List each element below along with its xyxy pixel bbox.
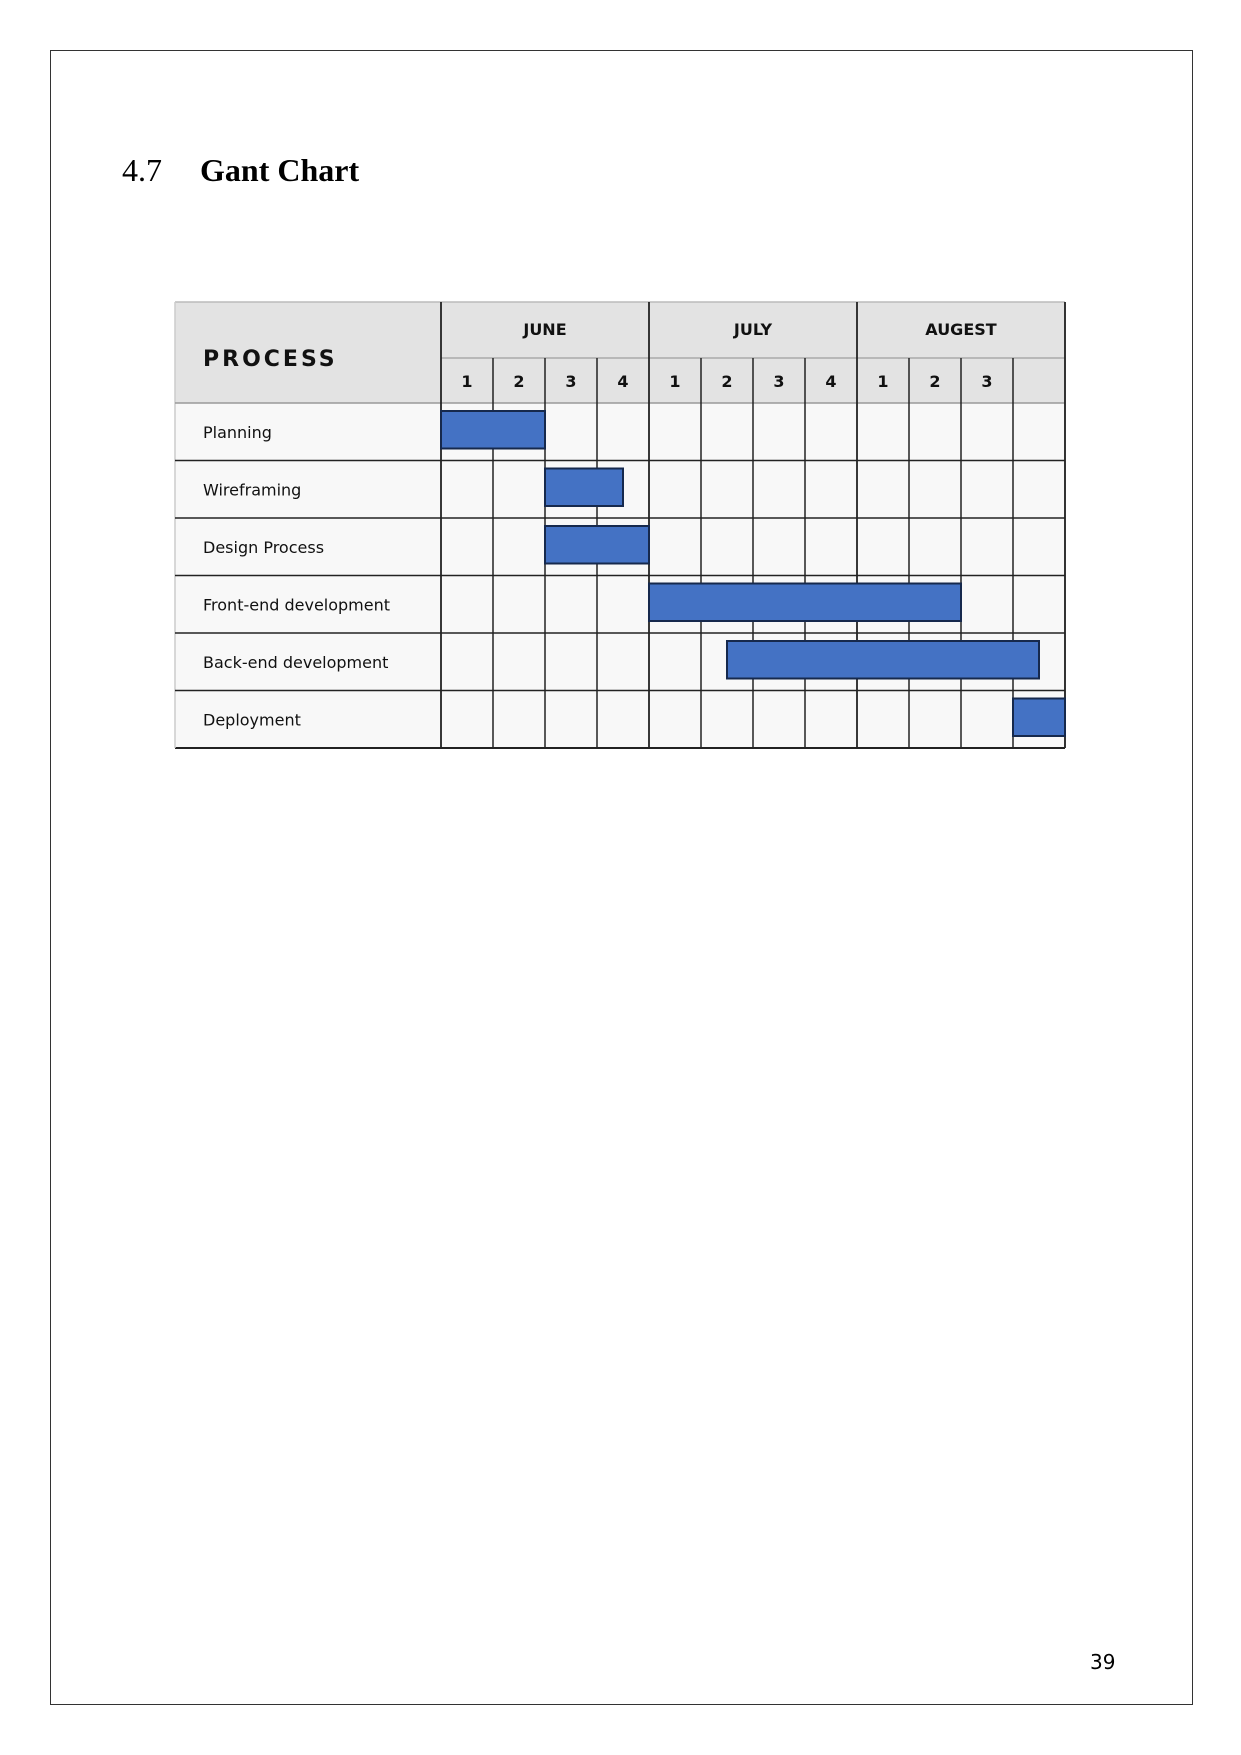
- week-label-june-4: 4: [617, 372, 629, 391]
- week-label-augest-2: 2: [929, 372, 941, 391]
- month-label-augest: AUGEST: [925, 320, 997, 339]
- task-label-front-end-development: Front-end development: [203, 595, 391, 615]
- task-bar-front-end-development: [649, 584, 961, 622]
- week-label-augest-1: 1: [877, 372, 889, 391]
- week-label-june-3: 3: [565, 372, 577, 391]
- week-label-july-3: 3: [773, 372, 785, 391]
- task-label-wireframing: Wireframing: [203, 480, 302, 500]
- task-bar-wireframing: [545, 469, 623, 507]
- task-bar-planning: [441, 411, 545, 449]
- week-label-june-2: 2: [513, 372, 525, 391]
- process-header: PROCESS: [203, 347, 338, 372]
- task-bar-back-end-development: [727, 641, 1039, 679]
- task-label-back-end-development: Back-end development: [203, 652, 389, 672]
- week-label-june-1: 1: [461, 372, 473, 391]
- task-label-design-process: Design Process: [203, 537, 325, 557]
- week-label-augest-3: 3: [981, 372, 993, 391]
- week-label-july-1: 1: [669, 372, 681, 391]
- task-label-planning: Planning: [203, 422, 272, 442]
- month-label-june: JUNE: [523, 320, 567, 339]
- section-number: 4.7: [122, 152, 162, 188]
- task-label-deployment: Deployment: [203, 710, 301, 730]
- section-title: Gant Chart: [200, 152, 360, 188]
- page-number: 39: [1090, 1650, 1116, 1674]
- task-bar-deployment: [1013, 699, 1065, 737]
- month-label-july: JULY: [733, 320, 773, 339]
- week-label-july-2: 2: [721, 372, 733, 391]
- task-bar-design-process: [545, 526, 649, 564]
- week-label-july-4: 4: [825, 372, 837, 391]
